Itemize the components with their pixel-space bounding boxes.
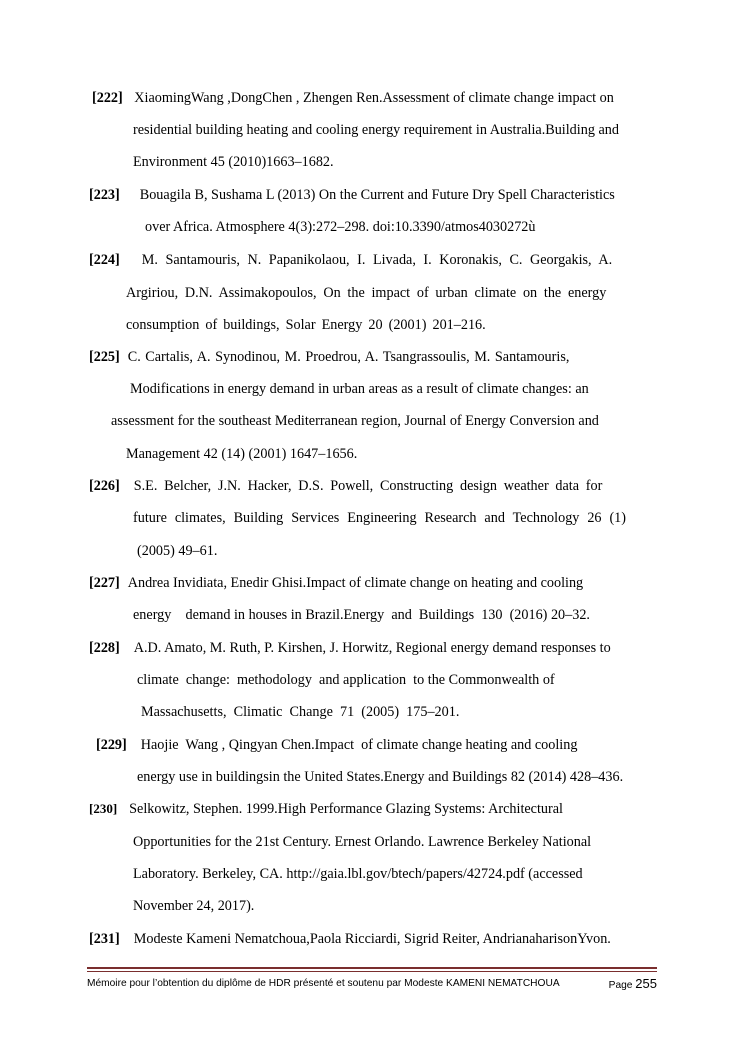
reference-number: [228]: [89, 640, 120, 656]
reference-text: Modeste Kameni Nematchoua,Paola Ricciardi, Sigrid Reiter, AndrianaharisonYvon.: [133, 931, 611, 947]
reference-number: [230]: [89, 801, 118, 816]
reference-text: future climates, Building Services Engineering Research and Technology 26 (1): [133, 510, 627, 526]
reference-text: Opportunities for the 21st Century. Ernest Orlando. Lawrence Berkeley National: [133, 834, 592, 850]
reference-231: [89, 930, 611, 948]
reference-text: Management 42 (14) (2001) 1647–1656.: [126, 446, 358, 462]
reference-229: [96, 736, 577, 754]
reference-226: [89, 477, 602, 495]
reference-text: over Africa. Atmosphere 4(3):272–298. doi:10.3390/atmos4030272ù: [145, 219, 536, 235]
reference-text: Argiriou, D.N. Assimakopoulos, On the impact of urban climate on the energy: [126, 285, 607, 301]
reference-text: consumption of buildings, Solar Energy 20 (2001) 201–216.: [126, 317, 486, 333]
reference-text: A.D. Amato, M. Ruth, P. Kirshen, J. Horwitz, Regional energy demand responses to: [133, 640, 611, 656]
reference-number: [225]: [89, 349, 120, 365]
reference-text: Andrea Invidiata, Enedir Ghisi.Impact of climate change on heating and cooling: [127, 575, 584, 591]
footer-text: Mémoire pour l’obtention du diplôme de HDR présenté et soutenu par Modeste KAMENI NEMATCHOUA: [87, 978, 560, 989]
reference-text: M. Santamouris, N. Papanikolaou, I. Livada, I. Koronakis, C. Georgakis, A.: [141, 252, 613, 268]
reference-text: S.E. Belcher, J.N. Hacker, D.S. Powell, Constructing design weather data for: [133, 478, 603, 494]
reference-text: (2005) 49–61.: [137, 543, 218, 559]
reference-text: assessment for the southeast Mediterranean region, Journal of Energy Conversion and: [111, 413, 599, 429]
reference-228: [89, 639, 611, 657]
reference-text: residential building heating and cooling energy requirement in Australia.Building and: [133, 122, 619, 138]
reference-text: XiaomingWang ,DongChen , Zhengen Ren.Assessment of climate change impact on: [134, 90, 614, 106]
reference-text: climate change: methodology and application to the Commonwealth of: [137, 672, 555, 688]
reference-number: [227]: [89, 575, 120, 591]
page-number: 255: [635, 976, 657, 991]
reference-number: [229]: [96, 737, 127, 753]
reference-223: [89, 186, 615, 204]
reference-224: [89, 251, 637, 269]
reference-230: [89, 800, 563, 818]
reference-text: energy demand in houses in Brazil.Energy and Buildings 130 (2016) 20–32.: [133, 607, 590, 623]
reference-number: [231]: [89, 931, 120, 947]
reference-text: Massachusetts, Climatic Change 71 (2005) 175–201.: [141, 704, 460, 720]
reference-number: [226]: [89, 478, 120, 494]
footer-rule: [87, 967, 657, 969]
reference-225: [89, 348, 569, 366]
reference-text: Bouagila B, Sushama L (2013) On the Current and Future Dry Spell Characteristics: [139, 187, 615, 203]
reference-text: November 24, 2017).: [133, 898, 255, 914]
page-footer: [87, 978, 657, 989]
reference-number: [223]: [89, 187, 120, 203]
reference-number: [224]: [89, 252, 120, 268]
reference-227: [89, 574, 583, 592]
reference-text: Environment 45 (2010)1663–1682.: [133, 154, 334, 170]
reference-222: [92, 89, 614, 107]
reference-text: Haojie Wang , Qingyan Chen.Impact of climate change heating and cooling: [140, 737, 578, 753]
reference-text: energy use in buildingsin the United States.Energy and Buildings 82 (2014) 428–436.: [137, 769, 624, 785]
page-indicator: [609, 976, 657, 991]
footer-rule-thin: [87, 971, 657, 972]
reference-text: Laboratory. Berkeley, CA. http://gaia.lbl.gov/btech/papers/42724.pdf (accessed: [133, 866, 583, 882]
reference-text: Selkowitz, Stephen. 1999.High Performance Glazing Systems: Architectural: [129, 801, 563, 817]
reference-text: C. Cartalis, A. Synodinou, M. Proedrou, A. Tsangrassoulis, M. Santamouris,: [127, 349, 570, 365]
reference-number: [222]: [92, 90, 123, 106]
page-label: Page: [608, 980, 633, 991]
reference-text: Modifications in energy demand in urban areas as a result of climate changes: an: [130, 381, 589, 397]
